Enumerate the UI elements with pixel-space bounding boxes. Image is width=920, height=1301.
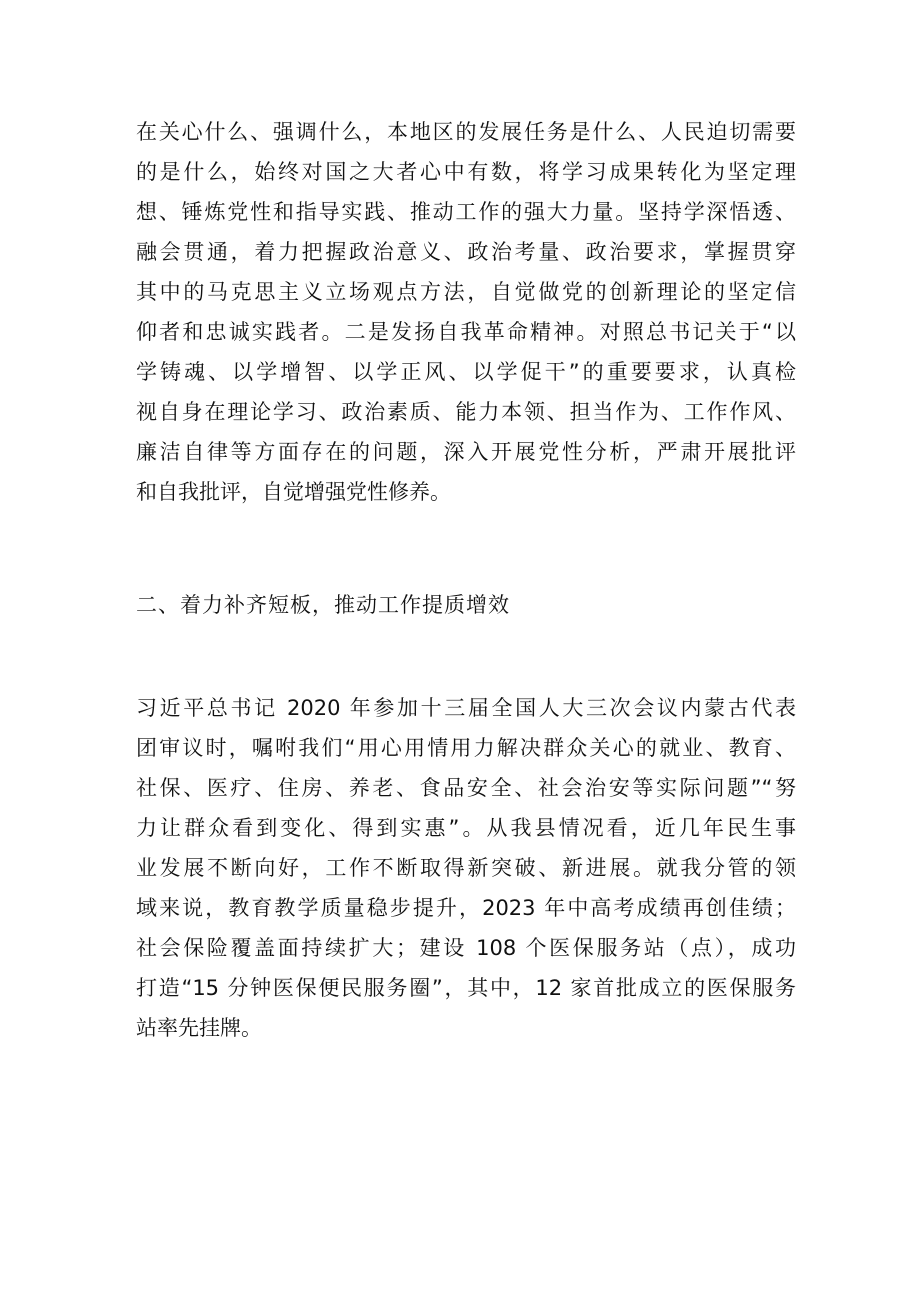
spacer (136, 512, 796, 585)
paragraph-line: 的是什么，始终对国之大者心中有数，将学习成果转化为坚定理 (136, 160, 796, 184)
paragraph-line: 力让群众看到变化、得到实惠”。从我县情况看，近几年民生事 (136, 816, 796, 840)
paragraph-line: 和自我批评，自觉增强党性修养。 (136, 480, 451, 504)
paragraph-line: 业发展不断向好，工作不断取得新突破、新进展。就我分管的领 (136, 856, 796, 880)
paragraph-2 (136, 688, 796, 1048)
paragraph-line: 站率先挂牌。 (136, 1016, 262, 1040)
paragraph-line: 社会保险覆盖面持续扩大；建设 108 个医保服务站（点），成功 (136, 936, 796, 960)
paragraph-line: 仰者和忠诚实践者。二是发扬自我革命精神。对照总书记关于“以 (136, 320, 796, 344)
paragraph-line: 在关心什么、强调什么，本地区的发展任务是什么、人民迫切需要 (136, 120, 796, 144)
paragraph-line: 学铸魂、以学增智、以学正风、以学促干”的重要要求，认真检 (136, 360, 796, 384)
paragraph-line: 想、锤炼党性和指导实践、推动工作的强大力量。坚持学深悟透、 (136, 200, 796, 224)
paragraph-line: 视自身在理论学习、政治素质、能力本领、担当作为、工作作风、 (136, 400, 796, 424)
paragraph-1 (136, 112, 796, 512)
paragraph-line: 习近平总书记 2020 年参加十三届全国人大三次会议内蒙古代表 (136, 696, 796, 720)
paragraph-line: 廉洁自律等方面存在的问题，深入开展党性分析，严肃开展批评 (136, 440, 796, 464)
paragraph-line: 团审议时，嘱咐我们“用心用情用力解决群众关心的就业、教育、 (136, 736, 796, 760)
paragraph-line: 打造“15 分钟医保便民服务圈”，其中，12 家首批成立的医保服务 (136, 976, 796, 1000)
paragraph-line: 社保、医疗、住房、养老、食品安全、社会治安等实际问题”“努 (136, 776, 796, 800)
document-body (136, 112, 796, 1048)
spacer (136, 625, 796, 688)
paragraph-line: 其中的马克思主义立场观点方法，自觉做党的创新理论的坚定信 (136, 280, 796, 304)
paragraph-line: 域来说，教育教学质量稳步提升，2023 年中高考成绩再创佳绩； (136, 896, 796, 920)
paragraph-line: 融会贯通，着力把握政治意义、政治考量、政治要求，掌握贯穿 (136, 240, 796, 264)
section-heading: 二、着力补齐短板，推动工作提质增效 (136, 593, 510, 617)
